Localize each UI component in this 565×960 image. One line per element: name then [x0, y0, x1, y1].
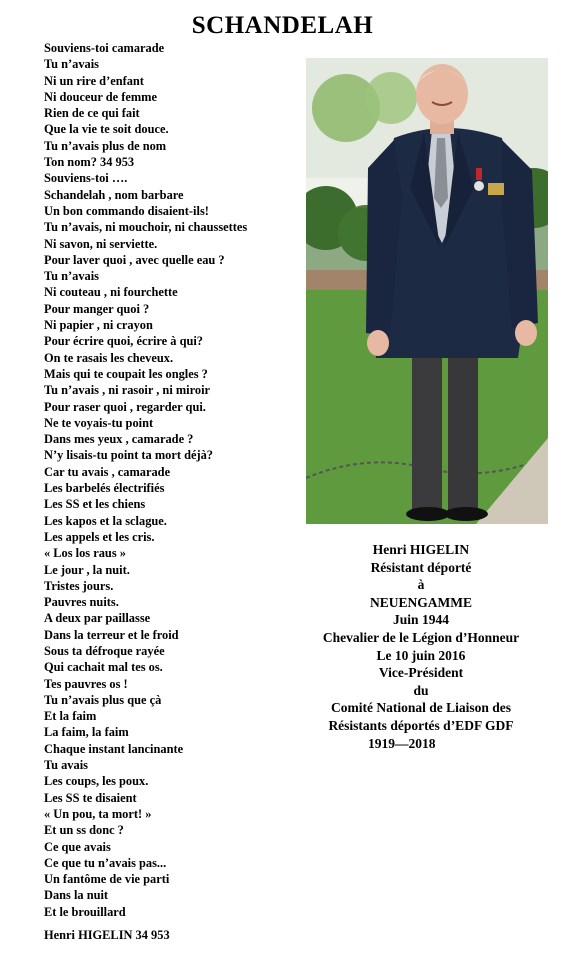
poem-line: Tristes jours. — [44, 578, 114, 593]
poem-line: Sous ta défroque rayée — [44, 643, 165, 658]
poem-line: Les SS te disaient — [44, 790, 137, 805]
caption-line: du — [413, 682, 429, 698]
caption-line: Chevalier de le Légion d’Honneur — [322, 629, 520, 645]
poem-line: Tu n’avais — [44, 57, 99, 72]
poem-line: Souviens-toi …. — [44, 171, 128, 186]
poem-line: Les coups, les poux. — [44, 774, 149, 789]
caption — [296, 541, 546, 752]
poem-line: Rien de ce qui fait — [44, 106, 140, 121]
caption-line: à — [417, 577, 425, 593]
poem-line: N’y lisais-tu point ta mort déjà? — [44, 448, 213, 463]
poem-line: Un bon commando disaient-ils! — [44, 203, 209, 218]
poem-line: Les appels et les cris. — [44, 529, 155, 544]
poem-line: Les barbelés électrifiés — [44, 481, 165, 496]
poem-line: Pauvres nuits. — [44, 595, 119, 610]
poem-line: Ni couteau , ni fourchette — [44, 285, 178, 300]
caption-years: 1919—2018 — [368, 735, 436, 751]
poem-line: Pour écrire quoi, écrire à qui? — [44, 334, 203, 349]
poem-line: Ce que tu n’avais pas... — [44, 855, 167, 870]
poem-line: Tu n’avais, ni mouchoir, ni chaussettes — [44, 220, 248, 235]
poem — [44, 40, 314, 920]
poem-line: « Los los raus » — [44, 546, 126, 561]
page-title: SCHANDELAH — [191, 12, 374, 39]
caption-line: Vice-Président — [378, 665, 464, 681]
poem-line: Ne te voyais-tu point — [44, 415, 154, 430]
poem-line: Mais qui te coupait les ongles ? — [44, 366, 208, 381]
poem-line: Ni papier , ni crayon — [44, 318, 153, 333]
poem-line: Les kapos et la sclague. — [44, 513, 167, 528]
poem-line: Pour manger quoi ? — [44, 301, 150, 316]
poem-line: Qui cachait mal tes os. — [44, 660, 163, 675]
poem-line: Ni savon, ni serviette. — [44, 236, 158, 251]
poem-line: Ni douceur de femme — [44, 89, 157, 104]
poem-line: Et le brouillard — [44, 904, 126, 919]
poem-line: Tu n’avais plus que çà — [44, 692, 162, 707]
poem-line: Dans la terreur et le froid — [44, 627, 179, 642]
poem-line: Et la faim — [44, 709, 97, 724]
caption-line: Henri HIGELIN — [372, 542, 470, 557]
caption-line: Comité National de Liaison des — [330, 700, 511, 716]
poem-line: Ni un rire d’enfant — [44, 73, 144, 88]
poem-line: Tu n’avais plus de nom — [44, 138, 167, 153]
portrait-illustration — [306, 58, 548, 524]
poem-line: Tu avais — [44, 758, 88, 773]
poem-line: Un fantôme de vie parti — [44, 872, 170, 887]
poem-line: Le jour , la nuit. — [44, 562, 130, 577]
poem-line: Et un ss donc ? — [44, 823, 124, 838]
poem-line: Souviens-toi camarade — [44, 41, 165, 55]
poem-line: Tes pauvres os ! — [44, 676, 128, 691]
poem-line: Tu n’avais — [44, 269, 99, 284]
poem-line: A deux par paillasse — [44, 611, 151, 626]
caption-line: Résistant déporté — [370, 559, 472, 575]
poem-line: Pour raser quoi , regarder qui. — [44, 399, 206, 414]
poem-line: On te rasais les cheveux. — [44, 350, 174, 365]
poem-line: Schandelah , nom barbare — [44, 187, 184, 202]
poem-line: Pour laver quoi , avec quelle eau ? — [44, 252, 225, 267]
caption-line: NEUENGAMME — [370, 594, 472, 610]
caption-line: Résistants déportés d’EDF GDF — [328, 717, 514, 733]
signature: Henri HIGELIN 34 953 — [44, 928, 170, 942]
poem-line: Ton nom? 34 953 — [44, 155, 135, 170]
caption-line: Juin 1944 — [393, 612, 449, 628]
poem-line: La faim, la faim — [44, 725, 129, 740]
poem-line: Dans la nuit — [44, 888, 109, 903]
poem-line: Les SS et les chiens — [44, 497, 146, 512]
poem-line: « Un pou, ta mort! » — [44, 806, 152, 821]
poem-line: Ce que avais — [44, 839, 111, 854]
portrait-photo — [306, 58, 548, 524]
poem-line: Tu n’avais , ni rasoir , ni miroir — [44, 383, 211, 398]
poem-line: Car tu avais , camarade — [44, 464, 171, 479]
poem-line: Que la vie te soit douce. — [44, 122, 169, 137]
caption-line: Le 10 juin 2016 — [376, 647, 466, 663]
poem-line: Dans mes yeux , camarade ? — [44, 432, 194, 447]
poem-line: Chaque instant lancinante — [44, 741, 184, 756]
